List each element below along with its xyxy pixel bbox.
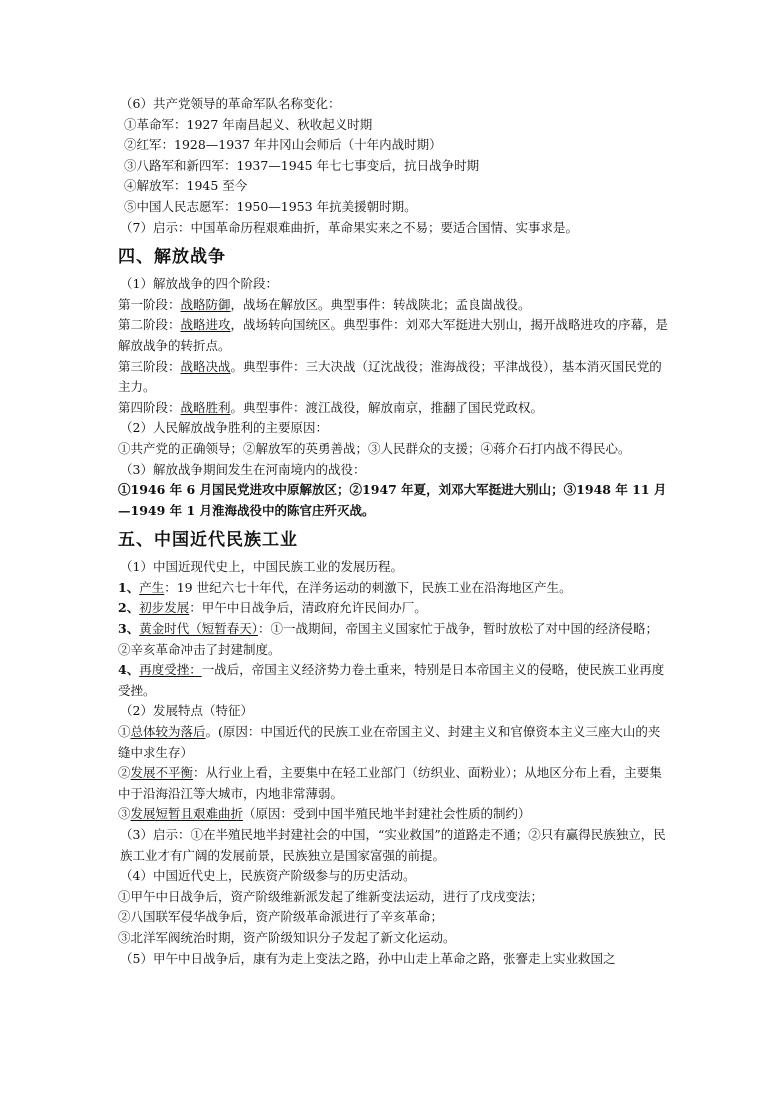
industry-q3: （3）启示：①在半殖民地半封建社会的中国，“实业救国”的道路走不通；②只有赢得民族独立，民族工业才有广阔的发展前景，民族独立是国家富强的前提。 bbox=[120, 827, 666, 863]
stage-key: 战略进攻 bbox=[180, 317, 231, 333]
stage-key: 战略胜利 bbox=[180, 399, 231, 415]
industry-point-1: 1、产生：19 世纪六七十年代，在洋务运动的刺激下，民族工业在沿海地区产生。 bbox=[118, 579, 572, 595]
stage-key: 战略防御 bbox=[180, 296, 231, 312]
stage-key: 战略决战 bbox=[180, 358, 231, 374]
war-stage-2: 第二阶段：战略进攻，战场转向国统区。典型事件：刘邓大军挺进大别山，揭开战略进攻的序幕，是解放战争的转折点。 bbox=[118, 317, 669, 353]
document-page bbox=[118, 94, 670, 969]
army-name-item-4: ④解放军：1945 至今 bbox=[124, 178, 248, 194]
industry-q2: （2）发展特点（特征） bbox=[120, 703, 253, 719]
industry-point-4: 4、再度受挫：一战后，帝国主义经济势力卷土重来，特别是日本帝国主义的侵略，使民族工业再度受挫。 bbox=[118, 662, 665, 698]
industry-feature-1: ①总体较为落后。(原因：中国近代的民族工业在帝国主义、封建主义和官僚资本主义三座大山的夹缝中求生存） bbox=[118, 724, 661, 760]
industry-point-3: 3、黄金时代（短暂春天）：①一战期间，帝国主义国家忙于战争，暂时放松了对中国的经济侵略；②辛亥革命冲击了封建制度。 bbox=[118, 621, 658, 657]
industry-feature-2: ②发展不平衡：从行业上看，主要集中在轻工业部门（纺织业、面粉业）；从地区分布上看，主要集中于沿海沿江等大城市，内地非常薄弱。 bbox=[118, 765, 662, 801]
section6-title: （6）共产党领导的革命军队名称变化： bbox=[120, 96, 341, 111]
army-name-item-3: ③八路军和新四军：1937—1945 年七七事变后，抗日战争时期 bbox=[124, 157, 480, 173]
war-q3: （3）解放战争期间发生在河南境内的战役： bbox=[120, 461, 366, 477]
bourgeoisie-activity-3: ③北洋军阀统治时期，资产阶级知识分子发起了新文化运动。 bbox=[118, 929, 456, 945]
war-stage-4: 第四阶段：战略胜利。典型事件：渡江战役，解放南京，推翻了国民党政权。 bbox=[118, 399, 544, 415]
war-stage-1: 第一阶段：战略防御，战场在解放区。典型事件：转战陕北；孟良崮战役。 bbox=[118, 296, 531, 312]
industry-q1: （1）中国近现代史上，中国民族工业的发展历程。 bbox=[120, 559, 403, 575]
heading-national-industry: 五、中国近代民族工业 bbox=[118, 530, 298, 551]
bourgeoisie-activity-1: ①甲午中日战争后，资产阶级维新派发起了维新变法运动，进行了戊戌变法； bbox=[118, 888, 544, 904]
army-name-item-2: ②红军：1928—1937 年井冈山会师后（十年内战时期） bbox=[124, 137, 442, 153]
industry-q5: （5）甲午中日战争后，康有为走上变法之路，孙中山走上革命之路，张謇走上实业救国之 bbox=[120, 950, 616, 966]
section7-revelation: （7）启示：中国革命历程艰难曲折，革命果实来之不易；要适合国情、实事求是。 bbox=[120, 219, 578, 235]
war-q3-answer: ①1946 年 6 月国民党进攻中原解放区；②1947 年夏，刘邓大军挺进大别山；③1948 年 11 月—1949 年 1 月淮海战役中的陈官庄歼灭战。 bbox=[118, 482, 667, 518]
army-name-item-1: ①革命军：1927 年南昌起义、秋收起义时期 bbox=[124, 116, 373, 132]
heading-liberation-war: 四、解放战争 bbox=[118, 247, 226, 268]
war-q1: （1）解放战争的四个阶段： bbox=[120, 276, 278, 292]
war-stage-3: 第三阶段：战略决战。典型事件：三大决战（辽沈战役；淮海战役；平津战役），基本消灭国民党的主力。 bbox=[118, 358, 662, 395]
industry-point-2: 2、初步发展：甲午中日战争后，清政府允许民间办厂。 bbox=[118, 600, 427, 616]
bourgeoisie-activity-2: ②八国联军侵华战争后，资产阶级革命派进行了辛亥革命； bbox=[118, 909, 444, 925]
industry-q4: （4）中国近代史上，民族资产阶级参与的历史活动。 bbox=[120, 868, 416, 884]
war-q2: （2）人民解放战争胜利的主要原因： bbox=[120, 420, 328, 436]
war-q2-answer: ①共产党的正确领导；②解放军的英勇善战；③人民群众的支援；④蒋介石打内战不得民心。 bbox=[118, 440, 631, 456]
army-name-item-5: ⑤中国人民志愿军：1950—1953 年抗美援朝时期。 bbox=[124, 198, 417, 214]
industry-feature-3: ③发展短暂且艰难曲折（原因：受到中国半殖民地半封建社会性质的制约） bbox=[118, 806, 531, 822]
